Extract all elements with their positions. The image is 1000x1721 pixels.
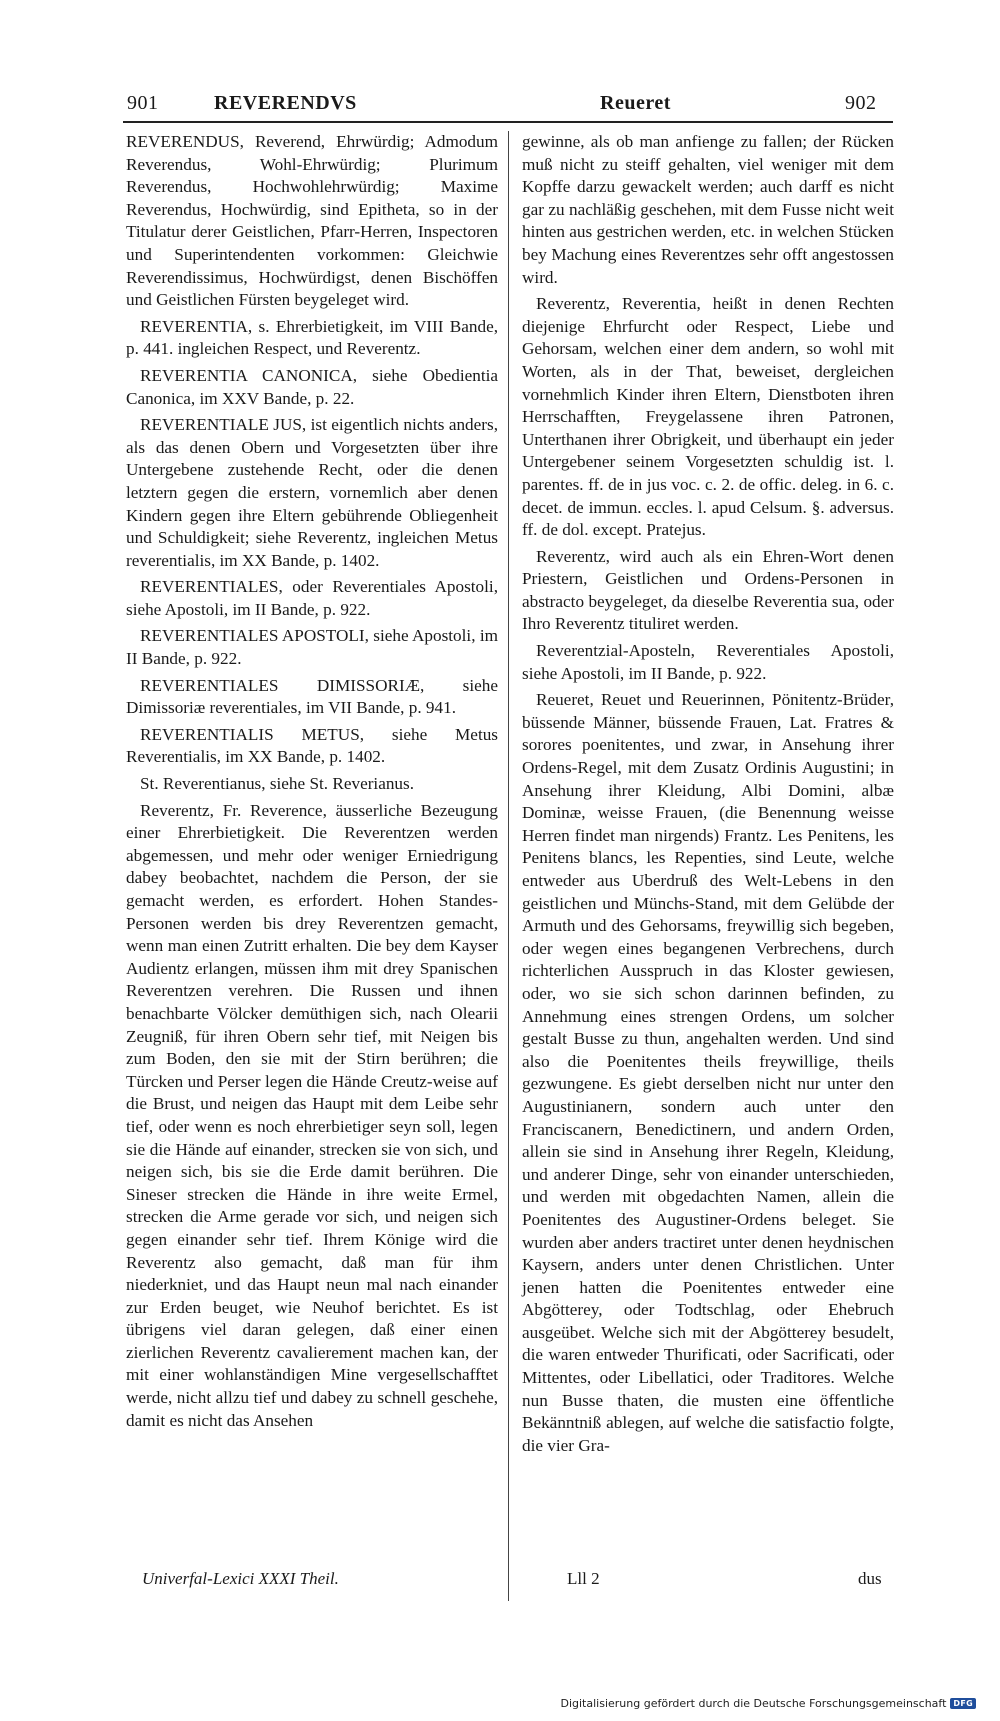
entry-reverentia-canonica: REVERENTIA CANONICA, siehe Obedientia Canonica, im XXV Bande, p. 22. xyxy=(126,365,498,408)
page-number-right: 902 xyxy=(845,92,877,114)
right-column xyxy=(522,131,894,1461)
dfg-logo: DFG xyxy=(950,1698,976,1709)
running-head-left: REVERENDVS xyxy=(214,92,357,114)
header-rule xyxy=(123,121,893,123)
left-column xyxy=(126,131,498,1436)
entry-reverentz-ehren-wort: Reverentz, wird auch als ein Ehren-Wort denen Priestern, Geistlichen und Ordens-Personen in abstracto beygeleget, da dieselbe Reverentia sua, oder Ihro Reverentz tituliret werden. xyxy=(522,546,894,634)
entry-reverentzial-aposteln: Reverentzial-Aposteln, Reverentiales Apostoli, siehe Apostoli, im II Bande, p. 922. xyxy=(522,641,894,683)
credit-text: Digitalisierung gefördert durch die Deutsche Forschungsgemeinschaft xyxy=(560,1697,947,1710)
page-number-left: 901 xyxy=(127,92,159,114)
column-divider xyxy=(508,131,509,1601)
entry-reverentz-continued: gewinne, als ob man anfienge zu fallen; der Rücken muß nicht zu steiff gehalten, viel weniger mit dem Kopffe darzu gewackelt werden; auch darff es nicht gar zu nachläßig geschehen, mit dem Fusse nicht weit hinten aus gestrichen werden, etc. in welchen Stücken bey Machung eines Reverentzes sehr offt angestossen wird. xyxy=(522,132,894,287)
running-head-right: Reueret xyxy=(600,92,671,114)
entry-reueret: Reueret, Reuet und Reuerinnen, Pönitentz-Brüder, büssende Männer, büssende Frauen, Lat. Fratres & sorores poenitentes, und zwar, in Ansehung ihrer Ordens-Regel, mit dem Zusatz Ordinis Augustini; in Ansehung ihrer Kleidung, Albi Domini, albæ Dominæ, weisse Frauen, (die Benennung weisse Herren findet man nirgends) Frantz. Les Penitens, les Penitens blancs, les Repenties, sind Leute, welche entweder aus Uberdruß des Welt-Lebens in den geistlichen und Münchs-Stand, mit dem Gelübde der Armuth und des Gehorsams, freywillig sich begeben, oder wegen eines begangenen Verbrechens, durch richterlichen Ausspruch in das Kloster gewiesen, oder, wo sie sich schon darinnen befinden, zu Annehmung eines strengen Ordens, um solcher gestalt Busse zu thun, angehalten werden. Und sind also die Poenitentes theils freywillige, theils gezwungene. Es giebt derselben nicht nur unter den Augustinianern, sondern auch unter den Franciscanern, Benedictinern, und andern Orden, allein sie sind in Ansehung ihrer Regeln, Kleidung, und anderer Dinge, sehr von einander unterschieden, und werden mit obgedachten Namen, allein die Poenitentes des Augustiner-Ordens beleget. Sie wurden aber anders tractiret unter denen heydnischen Kaysern, anders unter denen Christlichen. Unter jenen hatten die Poenitentes entweder eine Abgötterey, oder Todtschlag, oder Ehebruch ausgeübet. Welche sich mit der Abgötterey besudelt, die waren entweder Thurificati, oder Sacrificati, oder Mittentes, oder Libellatici, oder Traditores. Welche nun Busse thaten, die musten eine öffentliche Bekänntniß ablegen, auf welche die satisfactio folgte, die vier Gra- xyxy=(522,690,894,1455)
entry-st-reverentianus: St. Reverentianus, siehe St. Reverianus. xyxy=(140,774,414,794)
entry-reverentz-reverentia: Reverentz, Reverentia, heißt in denen Rechten diejenige Ehrfurcht oder Respect, Liebe und Gehorsam, welchen einer dem andern, so wohl mit Worten, als in der That, beweiset, dergleichen vornehmlich Kinder ihren Eltern, Dienstboten ihren Herrschafften, Freygelassene ihren Patronen, Unterthanen ihrer Obrigkeit, und überhaupt ein jeder Untergebener seinem Vorgesetzten schuldig ist. l. parentes. ff. de in jus voc. c. 2. de offic. deleg. in 6. c. decet. de immun. eccles. l. apud Celsum. §. adversus. ff. de dol. except. Pratejus. xyxy=(522,294,894,540)
entry-reverentiales-dimissoriae: REVERENTIALES DIMISSORIÆ, siehe Dimissoriæ reverentiales, im VII Bande, p. 941. xyxy=(126,675,498,718)
entry-reverentz: Reverentz, Fr. Reverence, äusserliche Bezeugung einer Ehrerbietigkeit. Die Reverentzen werden abgemessen, und mehr oder weniger Erniedrigung dabey beobachtet, nachdem die Person, der sie gemacht werden, es erfordert. Hohen Standes-Personen werden bis drey Reverentzen gemacht, wenn man einen Zutritt erhalten. Die bey dem Kayser Audientz erlangen, müssen ihm mit drey Spanischen Reverentzen verehren. Die Russen und ihnen benachbarte Völcker demüthigen sich, nach Olearii Zeugniß, für ihren Obern sehr tief, mit Neigen bis zum Boden, den sie mit der Stirn berühren; die Türcken und Perser legen die Hände Creutz-weise auf die Brust, und neigen das Haupt mit dem Leibe sehr tief, oder wenn es noch ehrerbietiger seyn soll, legen sie die Hände auf einander, strecken sie von sich, und neigen sich, bis sie die Erde damit berühren. Die Sineser strecken die Hände in ihre weite Ermel, strecken die Arme gerade vor sich, und neigen sich gegen einander sehr tief. Ihrem Könige wird die Reverentz also gemacht, daß man für ihm niederkniet, und das Haupt neun mal nach einander zur Erden beuget, wie Neuhof berichtet. Es ist übrigens viel daran gelegen, daß einer einen zierlichen Reverentz cavalierement machen kan, der mit einer wohlanständigen Mine vergesellschafftet werde, nicht allzu tief und dabey zu schnell geschehe, damit es nicht das Ansehen xyxy=(126,800,498,1430)
digitization-credit xyxy=(560,1697,976,1710)
entry-reverendus: REVERENDUS, Reverend, Ehrwürdig; Admodum Reverendus, Wohl-Ehrwürdig; Plurimum Reverendus, Hochwohlehrwürdig; Maxime Reverendus, Hochwürdig, sind Epitheta, so in der Titulatur derer Geistlichen, Pfarr-Herren, Inspectoren und Superintendenten vorkommen: Gleichwie Reverendissimus, Hochwürdigst, denen Bischöffen und Geistlichen Fürsten beygeleget wird. xyxy=(126,132,498,310)
footer-catchword: dus xyxy=(858,1569,882,1588)
footer-volume: Univerfal-Lexici XXXI Theil. xyxy=(142,1569,339,1588)
footer-signature: Lll 2 xyxy=(567,1569,600,1588)
entry-reverentiale-jus: REVERENTIALE JUS, ist eigentlich nichts anders, als das denen Obern und Vorgesetzten über ihre Untergebene zustehende Recht, oder die denen letztern gegen die erstern, vornemlich aber denen Kindern gegen ihre Eltern gebührende Obliegenheit und Schuldigkeit; siehe Reverentz, ingleichen Metus reverentialis, im XX Bande, p. 1402. xyxy=(126,415,498,570)
entry-reverentia: REVERENTIA, s. Ehrerbietigkeit, im VIII Bande, p. 441. ingleichen Respect, und Reverentz. xyxy=(126,316,498,359)
entry-reverentiales-apostoli: REVERENTIALES APOSTOLI, siehe Apostoli, im II Bande, p. 922. xyxy=(126,626,498,669)
entry-reverentiales: REVERENTIALES, oder Reverentiales Apostoli, siehe Apostoli, im II Bande, p. 922. xyxy=(126,577,498,619)
entry-reverentialis-metus: REVERENTIALIS METUS, siehe Metus Reverentialis, im XX Bande, p. 1402. xyxy=(126,724,498,767)
